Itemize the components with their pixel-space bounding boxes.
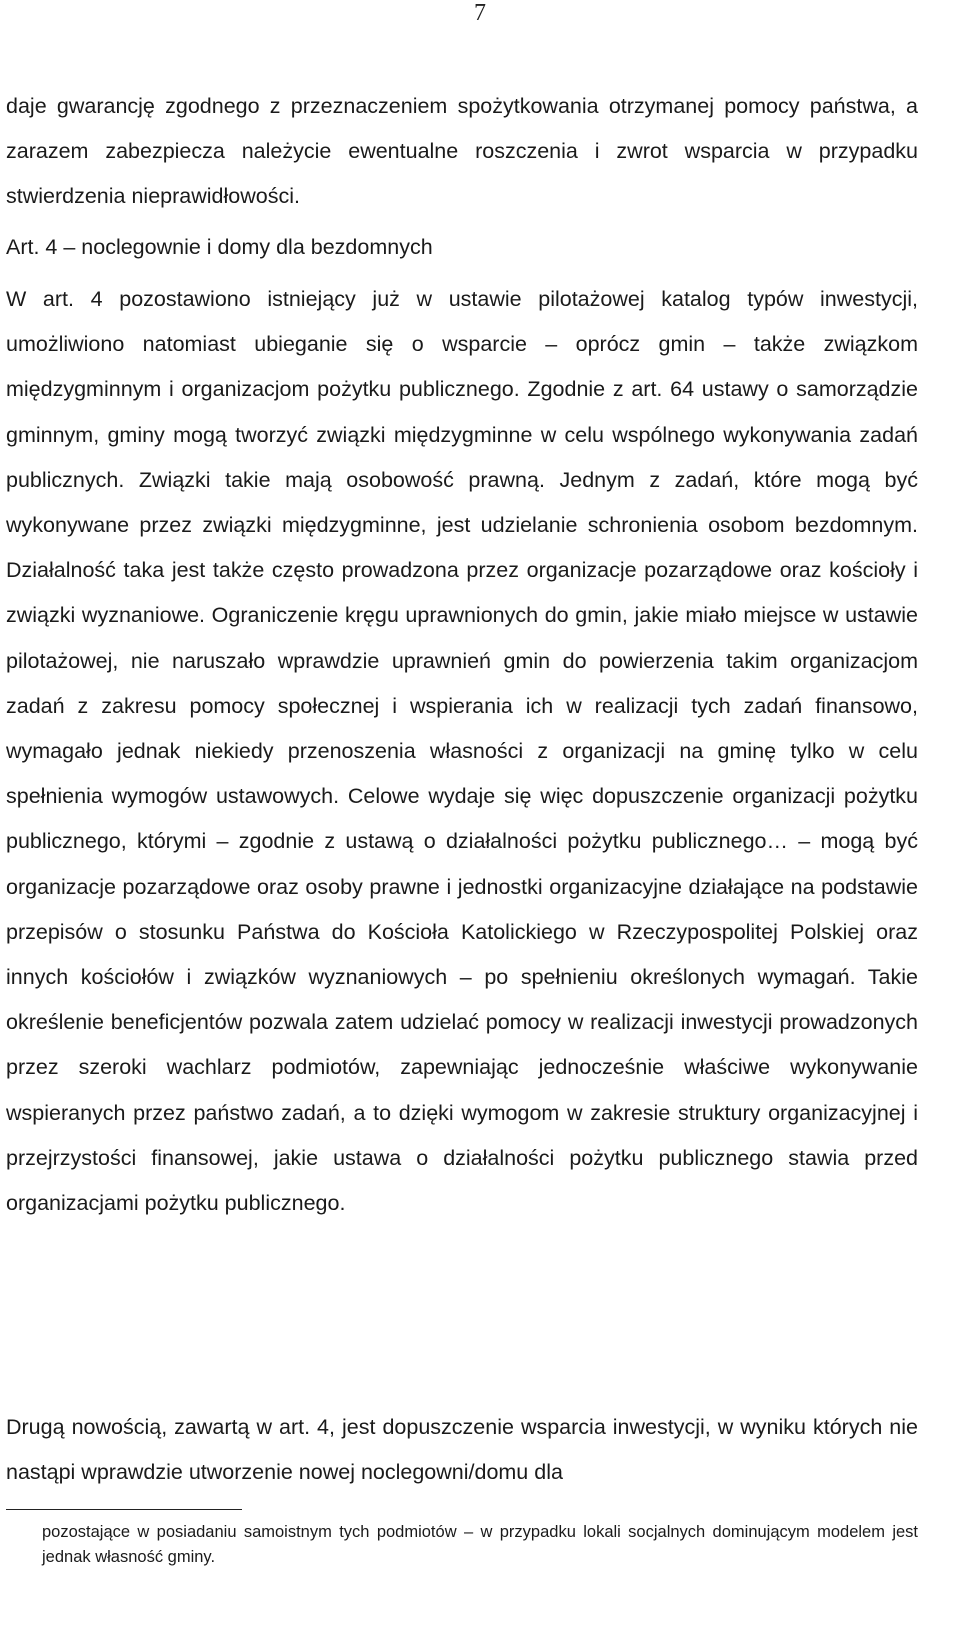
paragraph-art-4-beneficiaries: W art. 4 pozostawiono istniejący już w ustawie pilotażowej katalog typów inwestycji, umożliwiono natomiast ubieganie się o wsparcie – oprócz gmin – także związkom międzygminnym i organizacjom pożytku publicznego. Zgodnie z art. 64 ustawy o samorządzie gminnym, gminy mogą tworzyć związki międzygminne w celu wspólnego wykonywania zadań publicznych. Związki takie mają osobowość prawną. Jednym z zadań, które mogą być wykonywane przez związki międzygminne, jest udzielanie schronienia osobom bezdomnym. Działalność taka jest także często prowadzona przez organizacje pozarządowe oraz kościoły i związki wyznaniowe. Ograniczenie kręgu uprawnionych do gmin, jakie miało miejsce w ustawie pilotażowej, nie naruszało wprawdzie uprawnień gmin do powierzenia takim organizacjom zadań z zakresu pomocy społecznej i wspierania ich w realizacji tych zadań finansowo, wymagało jednak niekiedy przenoszenia własności z organizacji na gminę tylko w celu spełnienia wymogów ustawowych. Celowe wydaje się więc dopuszczenie organizacji pożytku publicznego, którymi – zgodnie z ustawą o działalności pożytku publicznego… – mogą być organizacje pozarządowe oraz osoby prawne i jednostki organizacyjne działające na podstawie przepisów o stosunku Państwa do Kościoła Katolickiego w Rzeczypospolitej Polskiej oraz innych kościołów i związków wyznaniowych – po spełnieniu określonych wymagań. Takie określenie beneficjentów pozwala zatem udzielać pomocy w realizacji inwestycji prowadzonych przez szeroki wachlarz podmiotów, zapewniając jednocześnie właściwe wykonywanie wspieranych przez państwo zadań, a to dzięki wymogom w zakresie struktury organizacyjnej i przejrzystości finansowej, jakie ustawa o działalności pożytku publicznego stawia przed organizacjami pożytku publicznego.	[6, 287, 918, 1216]
page-number: 7	[474, 0, 486, 26]
paragraph-intro-continuation: daje gwarancję zgodnego z przeznaczeniem spożytkowania otrzymanej pomocy państwa, a zarazem zabezpiecza należycie ewentualne roszczenia i zwrot wsparcia w przypadku stwierdzenia nieprawidłowości.	[6, 94, 918, 209]
footnote-text: pozostające w posiadaniu samoistnym tych podmiotów – w przypadku lokali socjalnych dominującym modelem jest jednak własność gminy.	[42, 1523, 918, 1566]
paragraph-second-novelty: Drugą nowością, zawartą w art. 4, jest dopuszczenie wsparcia inwestycji, w wyniku których nie nastąpi wprawdzie utworzenie nowej noclegowni/domu dla	[6, 1415, 918, 1485]
section-heading-art-4: Art. 4 – noclegownie i domy dla bezdomnych	[6, 235, 433, 259]
footnote-separator	[6, 1509, 242, 1510]
